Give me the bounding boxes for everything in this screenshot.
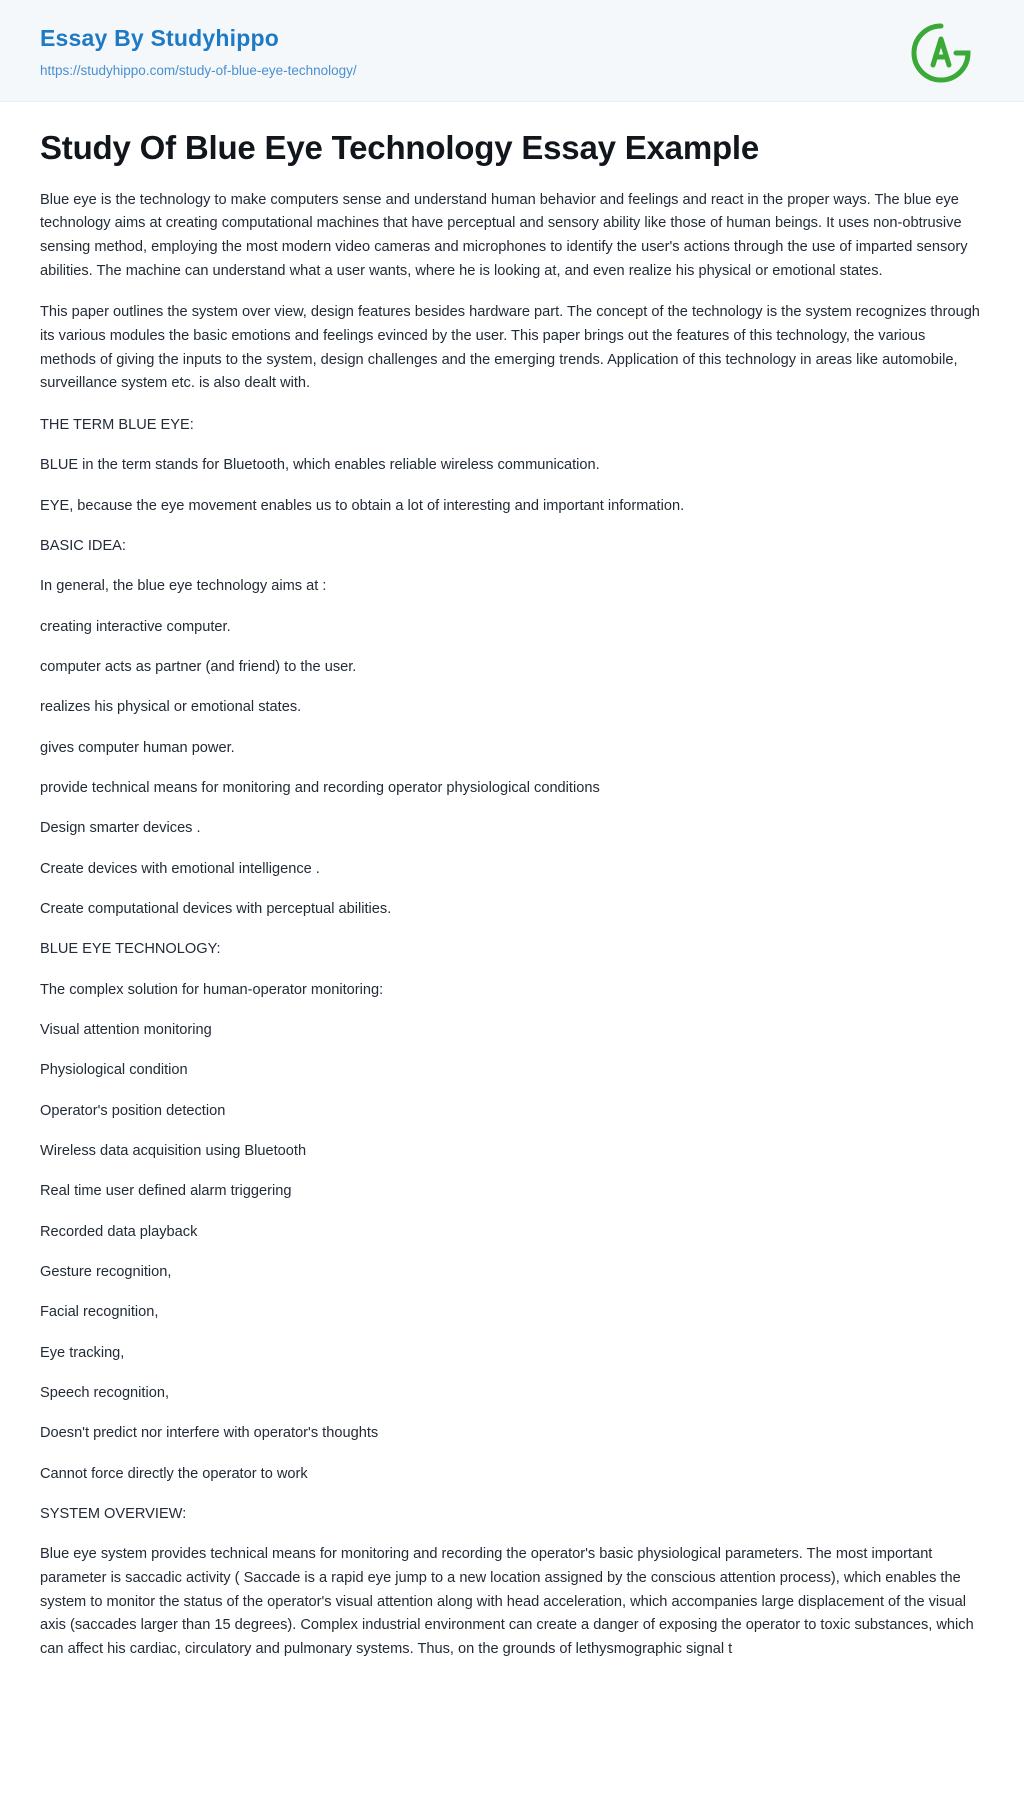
essay-line: Gesture recognition,: [40, 1264, 172, 1281]
essay-line: creating interactive computer.: [40, 618, 231, 635]
essay-line: SYSTEM OVERVIEW:: [40, 1506, 187, 1523]
essay-line: The complex solution for human-operator monitoring:: [40, 981, 384, 998]
essay-line: Physiological condition: [40, 1062, 188, 1079]
essay-line: Operator's position detection: [40, 1102, 226, 1119]
essay-line: Wireless data acquisition using Bluetooth: [40, 1143, 307, 1160]
studyhippo-logo-icon[interactable]: [910, 22, 972, 84]
essay-line: Visual attention monitoring: [40, 1022, 212, 1039]
essay-line: EYE, because the eye movement enables us to obtain a lot of interesting and important information.: [40, 497, 685, 514]
essay-line: Design smarter devices .: [40, 820, 201, 837]
essay-line: THE TERM BLUE EYE:: [40, 416, 194, 433]
essay-line: Create devices with emotional intelligence .: [40, 860, 320, 877]
essay-line: computer acts as partner (and friend) to the user.: [40, 658, 357, 675]
essay-line: Create computational devices with perceptual abilities.: [40, 900, 392, 917]
page-title: Study Of Blue Eye Technology Essay Example: [40, 129, 760, 167]
essay-line: BLUE EYE TECHNOLOGY:: [40, 941, 221, 958]
essay-line: Recorded data playback: [40, 1223, 198, 1240]
essay-article: [0, 102, 1024, 1701]
page-header: [0, 0, 1024, 102]
essay-line: Speech recognition,: [40, 1385, 169, 1402]
source-url-link[interactable]: https://studyhippo.com/study-of-blue-eye-technology/: [40, 63, 357, 79]
essay-line: Cannot force directly the operator to work: [40, 1465, 308, 1482]
essay-line: Real time user defined alarm triggering: [40, 1183, 292, 1200]
essay-line: Doesn't predict nor interfere with operator's thoughts: [40, 1425, 379, 1442]
essay-paragraph: Blue eye system provides technical means for monitoring and recording the operator's basic physiological parameters. The most important parameter is saccadic activity ( Saccade is a rapid eye jump to a new location assigned by the conscious attention process), which enables the system to monitor the status of the operator's visual attention along with head acceleration, which accompanies large displacement of the visual axis (saccades larger than 15 degrees). Complex industrial environment can create a danger of exposing the operator to toxic substances, which can affect his cardiac, circulatory and pulmonary systems. Thus, on the grounds of lethysmographic signal t: [40, 1546, 974, 1658]
essay-paragraph: Blue eye is the technology to make computers sense and understand human behavior and feelings and react in the proper ways. The blue eye technology aims at creating computational machines that have perceptual and sensory ability like those of human beings. It uses non-obtrusive sensing method, employing the most modern video cameras and microphones to identify the user's actions through the use of imparted sensory abilities. The machine can understand what a user wants, where he is looking at, and even realize his physical or emotional states.: [40, 191, 968, 279]
site-brand-title: Essay By Studyhippo: [40, 25, 279, 51]
essay-line: BASIC IDEA:: [40, 537, 126, 554]
essay-line: In general, the blue eye technology aims at :: [40, 578, 327, 595]
essay-line: provide technical means for monitoring and recording operator physiological conditions: [40, 779, 600, 796]
essay-paragraph: This paper outlines the system over view, design features besides hardware part. The concept of the technology is the system recognizes through its various modules the basic emotions and feelings evinced by the user. This paper brings out the features of this technology, the various methods of giving the inputs to the system, design challenges and the emerging trends. Application of this technology in areas like automobile, surveillance system etc. is also dealt with.: [40, 304, 980, 392]
essay-line: gives computer human power.: [40, 739, 235, 756]
essay-line: Facial recognition,: [40, 1304, 159, 1321]
essay-line: Eye tracking,: [40, 1344, 125, 1361]
essay-body: [40, 189, 984, 1662]
essay-line: BLUE in the term stands for Bluetooth, which enables reliable wireless communication.: [40, 457, 600, 474]
essay-line: realizes his physical or emotional states.: [40, 699, 302, 716]
